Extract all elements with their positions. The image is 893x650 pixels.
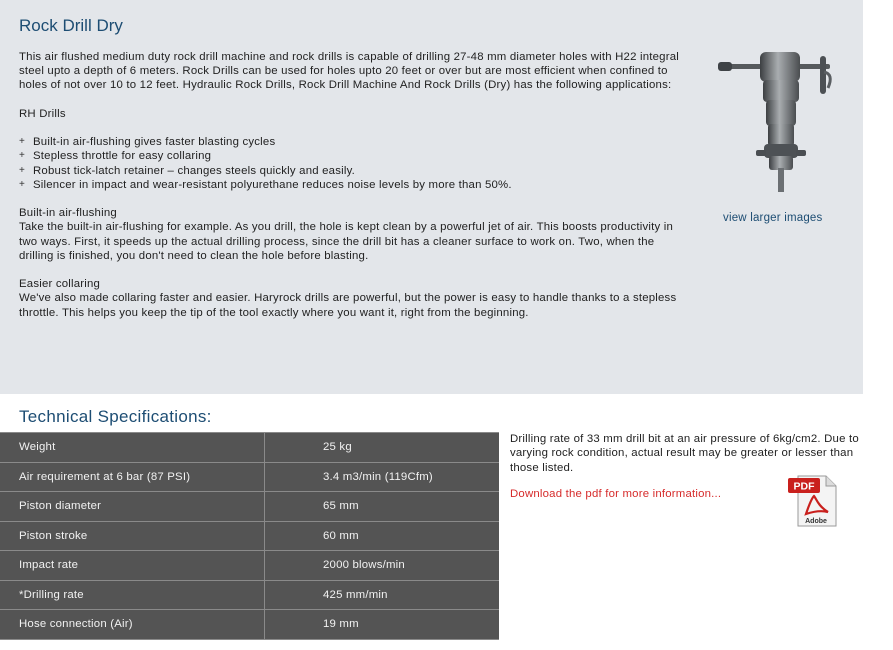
plus-icon: +	[19, 178, 26, 190]
rh-drills-heading: RH Drills	[19, 107, 66, 120]
table-row	[0, 433, 499, 463]
drilling-rate-note: Drilling rate of 33 mm drill bit at an air pressure of 6kg/cm2. Due to varying rock condition, actual result may be greater or lesser than those listed.	[510, 433, 859, 474]
spec-label: *Drilling rate	[0, 580, 265, 610]
product-description	[19, 50, 689, 334]
view-larger-images-link[interactable]: view larger images	[723, 212, 823, 224]
page-title: Rock Drill Dry	[19, 16, 123, 35]
spec-label: Weight	[0, 433, 265, 463]
rock-drill-image[interactable]	[716, 46, 838, 196]
pdf-icon[interactable]	[788, 472, 842, 530]
plus-icon: +	[19, 150, 26, 162]
plus-icon: +	[19, 136, 26, 148]
download-pdf-link[interactable]: Download the pdf for more information...	[510, 488, 722, 500]
table-row	[0, 580, 499, 610]
feature-list	[19, 135, 689, 192]
feature-item: + Robust tick-latch retainer – changes steels quickly and easily.	[19, 164, 355, 177]
spec-value: 425 mm/min	[265, 580, 500, 610]
collaring-text: We've also made collaring faster and easier. Haryrock drills are powerful, but the power is easy to handle thanks to a stepless throttle. This helps you keep the tip of the tool exactly where you want it, right from the beginning.	[19, 292, 677, 319]
table-row	[0, 492, 499, 522]
specs-title: Technical Specifications:	[19, 407, 212, 426]
spec-value: 19 mm	[265, 610, 500, 640]
feature-item: + Silencer in impact and wear-resistant polyurethane reduces noise levels by more than 50%.	[19, 178, 512, 191]
spec-label: Impact rate	[0, 551, 265, 581]
air-flushing-heading: Built-in air-flushing	[19, 207, 117, 220]
air-flushing-section	[19, 206, 689, 263]
spec-value: 65 mm	[265, 492, 500, 522]
feature-item: + Stepless throttle for easy collaring	[19, 150, 212, 163]
pdf-icon-label: PDF	[793, 480, 815, 493]
feature-item: + Built-in air-flushing gives faster blasting cycles	[19, 136, 276, 149]
spec-value: 2000 blows/min	[265, 551, 500, 581]
spec-label: Hose connection (Air)	[0, 610, 265, 640]
table-row	[0, 610, 499, 640]
adobe-brand-label: Adobe	[805, 518, 827, 525]
spec-value: 25 kg	[265, 433, 500, 463]
spec-label: Piston stroke	[0, 521, 265, 551]
table-row	[0, 521, 499, 551]
collaring-heading: Easier collaring	[19, 278, 101, 291]
collaring-section	[19, 277, 689, 320]
specs-table	[0, 432, 499, 640]
spec-label: Air requirement at 6 bar (87 PSI)	[0, 462, 265, 492]
plus-icon: +	[19, 164, 26, 176]
spec-value: 3.4 m3/min (119Cfm)	[265, 462, 500, 492]
air-flushing-text: Take the built-in air-flushing for example. As you drill, the hole is kept clean by a powerful jet of air. This boosts productivity in two ways. First, it speeds up the actual drilling process, since the drill bit has a cleaner surface to work on. Two, when the drilling is finished, you don't need to clean the hole before blasting.	[19, 221, 674, 262]
spec-value: 60 mm	[265, 521, 500, 551]
spec-label: Piston diameter	[0, 492, 265, 522]
intro-paragraph: This air flushed medium duty rock drill machine and rock drills is capable of drilling 27-48 mm diameter holes with H22 integral steel upto a depth of 6 meters. Rock Drills can be used for holes upto 20 feet or over but are most efficient when confined to holes of not over 10 to 12 feet. Hydraulic Rock Drills, Rock Drill Machine And Rock Drills (Dry) has the following applications:	[19, 51, 679, 92]
table-row	[0, 462, 499, 492]
table-row	[0, 551, 499, 581]
